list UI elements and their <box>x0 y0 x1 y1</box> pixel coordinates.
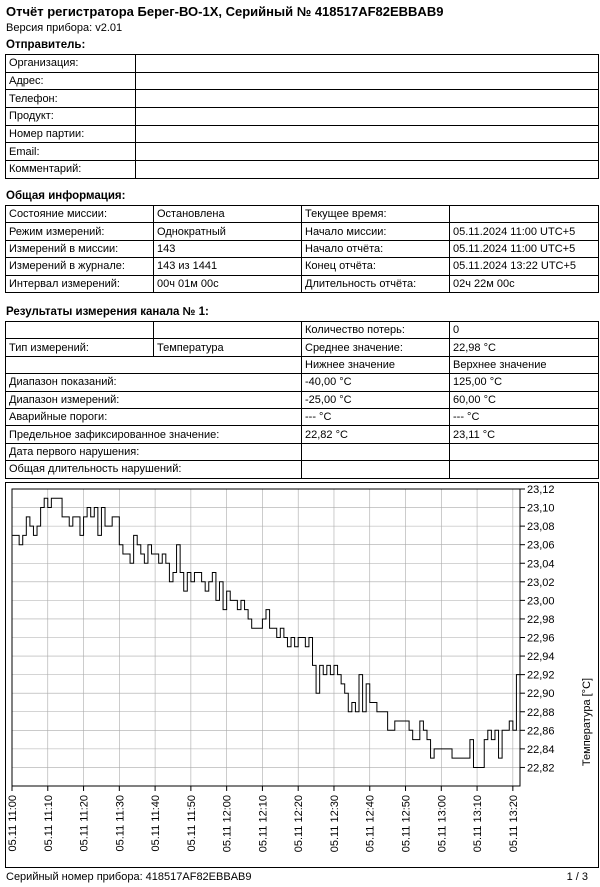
y-tick-label: 22,94 <box>527 651 555 664</box>
general-label: Длительность отчёта: <box>302 275 450 292</box>
results-label: Общая длительность нарушений: <box>6 461 302 478</box>
general-value: 05.11.2024 13:22 UTC+5 <box>450 258 599 275</box>
y-tick-label: 22,82 <box>527 762 555 775</box>
y-tick-label: 22,98 <box>527 613 555 626</box>
sender-field-label: Адрес: <box>6 72 136 90</box>
bounds-header-row <box>6 356 599 373</box>
general-row <box>6 206 599 223</box>
results-row <box>6 443 599 460</box>
x-tick-label: 05.11 11:50 <box>185 795 198 852</box>
x-tick-label: 05.11 11:10 <box>42 795 55 852</box>
y-tick-label: 23,12 <box>527 484 555 496</box>
general-label: Измерений в журнале: <box>6 258 154 275</box>
y-tick-label: 23,06 <box>527 539 555 552</box>
x-tick-label: 05.11 12:50 <box>400 795 413 853</box>
upper-value <box>450 443 599 460</box>
general-label: Режим измерений: <box>6 223 154 240</box>
upper-value: 23,11 °C <box>450 426 599 443</box>
sender-heading: Отправитель: <box>6 39 86 51</box>
general-value: 05.11.2024 11:00 UTC+5 <box>450 223 599 240</box>
lower-value <box>302 461 450 478</box>
general-row <box>6 258 599 275</box>
sender-row <box>6 90 599 108</box>
y-tick-label: 23,02 <box>527 576 555 589</box>
y-tick-label: 22,92 <box>527 669 555 682</box>
x-axis <box>7 786 520 852</box>
type-row <box>6 339 599 356</box>
sender-row <box>6 55 599 73</box>
upper-value: 125,00 °C <box>450 374 599 391</box>
sender-field-label: Организация: <box>6 55 136 73</box>
general-label: Начало миссии: <box>302 223 450 240</box>
sender-row <box>6 108 599 126</box>
y-tick-label: 23,00 <box>527 595 555 608</box>
sender-row <box>6 161 599 179</box>
x-tick-label: 05.11 12:00 <box>221 795 234 853</box>
x-tick-label: 05.11 11:40 <box>150 795 163 852</box>
results-table <box>5 321 599 479</box>
results-label: Диапазон показаний: <box>6 374 302 391</box>
loss-label: Количество потерь: <box>302 322 450 339</box>
y-tick-label: 22,84 <box>527 743 555 756</box>
results-label: Аварийные пороги: <box>6 408 302 425</box>
sender-field-value <box>136 161 599 179</box>
y-tick-label: 22,90 <box>527 688 555 701</box>
temperature-chart <box>5 482 599 868</box>
general-value <box>450 206 599 223</box>
loss-value: 0 <box>450 322 599 339</box>
general-value: Остановлена <box>154 206 302 223</box>
sender-field-value <box>136 72 599 90</box>
lower-value: -25,00 °C <box>302 391 450 408</box>
lower-header: Нижнее значение <box>302 356 450 373</box>
results-label: Диапазон измерений: <box>6 391 302 408</box>
type-label: Тип измерений: <box>6 339 154 356</box>
general-value: 05.11.2024 11:00 UTC+5 <box>450 240 599 257</box>
y-tick-label: 22,86 <box>527 725 555 738</box>
y-tick-label: 22,88 <box>527 706 555 719</box>
general-value: Однократный <box>154 223 302 240</box>
general-label: Состояние миссии: <box>6 206 154 223</box>
sender-field-value <box>136 90 599 108</box>
general-label: Начало отчёта: <box>302 240 450 257</box>
x-tick-label: 05.11 13:20 <box>507 795 520 853</box>
results-row <box>6 374 599 391</box>
sender-field-value <box>136 108 599 126</box>
general-row <box>6 240 599 257</box>
y-axis-label: Температура [°C] <box>581 677 593 767</box>
sender-table <box>5 54 599 179</box>
results-row <box>6 461 599 478</box>
device-version: Версия прибора: v2.01 <box>6 22 123 34</box>
x-tick-label: 05.11 12:20 <box>293 795 306 853</box>
avg-value: 22,98 °C <box>450 339 599 356</box>
sender-field-label: Телефон: <box>6 90 136 108</box>
sender-field-value <box>136 55 599 73</box>
general-value: 143 <box>154 240 302 257</box>
general-row <box>6 223 599 240</box>
upper-header: Верхнее значение <box>450 356 599 373</box>
general-value: 143 из 1441 <box>154 258 302 275</box>
general-label: Измерений в миссии: <box>6 240 154 257</box>
x-tick-label: 05.11 11:00 <box>7 795 19 852</box>
results-row <box>6 426 599 443</box>
lower-value: -40,00 °C <box>302 374 450 391</box>
results-row <box>6 391 599 408</box>
sender-row <box>6 125 599 143</box>
type-value: Температура <box>154 339 302 356</box>
general-row <box>6 275 599 292</box>
report-title: Отчёт регистратора Берег-ВО-1Х, Серийный № 418517AF82EBBAB9 <box>6 4 444 19</box>
x-tick-label: 05.11 13:00 <box>436 795 449 853</box>
results-label: Предельное зафиксированное значение: <box>6 426 302 443</box>
x-tick-label: 05.11 12:30 <box>328 795 341 853</box>
avg-label: Среднее значение: <box>302 339 450 356</box>
sender-row <box>6 143 599 161</box>
upper-value: --- °C <box>450 408 599 425</box>
lower-value <box>302 443 450 460</box>
y-tick-label: 22,96 <box>527 632 555 645</box>
sender-field-value <box>136 125 599 143</box>
general-info-table <box>5 205 599 293</box>
lower-value: --- °C <box>302 408 450 425</box>
sender-field-label: Email: <box>6 143 136 161</box>
x-tick-label: 05.11 11:30 <box>114 795 127 852</box>
x-tick-label: 05.11 13:10 <box>472 795 485 853</box>
results-label: Дата первого нарушения: <box>6 443 302 460</box>
general-label: Интервал измерений: <box>6 275 154 292</box>
x-tick-label: 05.11 12:10 <box>257 795 270 853</box>
upper-value: 60,00 °C <box>450 391 599 408</box>
x-tick-label: 05.11 11:20 <box>78 795 91 852</box>
sender-field-label: Продукт: <box>6 108 136 126</box>
general-label: Текущее время: <box>302 206 450 223</box>
y-tick-label: 23,04 <box>527 558 555 571</box>
y-tick-label: 23,10 <box>527 502 555 515</box>
results-row <box>6 408 599 425</box>
general-heading: Общая информация: <box>6 190 126 202</box>
general-label: Конец отчёта: <box>302 258 450 275</box>
sender-field-label: Комментарий: <box>6 161 136 179</box>
footer-serial: Серийный номер прибора: 418517AF82EBBAB9 <box>6 871 252 883</box>
y-tick-label: 23,08 <box>527 521 555 534</box>
upper-value <box>450 461 599 478</box>
results-heading: Результаты измерения канала № 1: <box>6 306 209 318</box>
lower-value: 22,82 °C <box>302 426 450 443</box>
sender-field-label: Номер партии: <box>6 125 136 143</box>
general-value: 02ч 22м 00с <box>450 275 599 292</box>
sender-field-value <box>136 143 599 161</box>
x-tick-label: 05.11 12:40 <box>364 795 377 853</box>
page-number: 1 / 3 <box>566 871 588 883</box>
loss-row <box>6 322 599 339</box>
general-value: 00ч 01м 00с <box>154 275 302 292</box>
sender-row <box>6 72 599 90</box>
